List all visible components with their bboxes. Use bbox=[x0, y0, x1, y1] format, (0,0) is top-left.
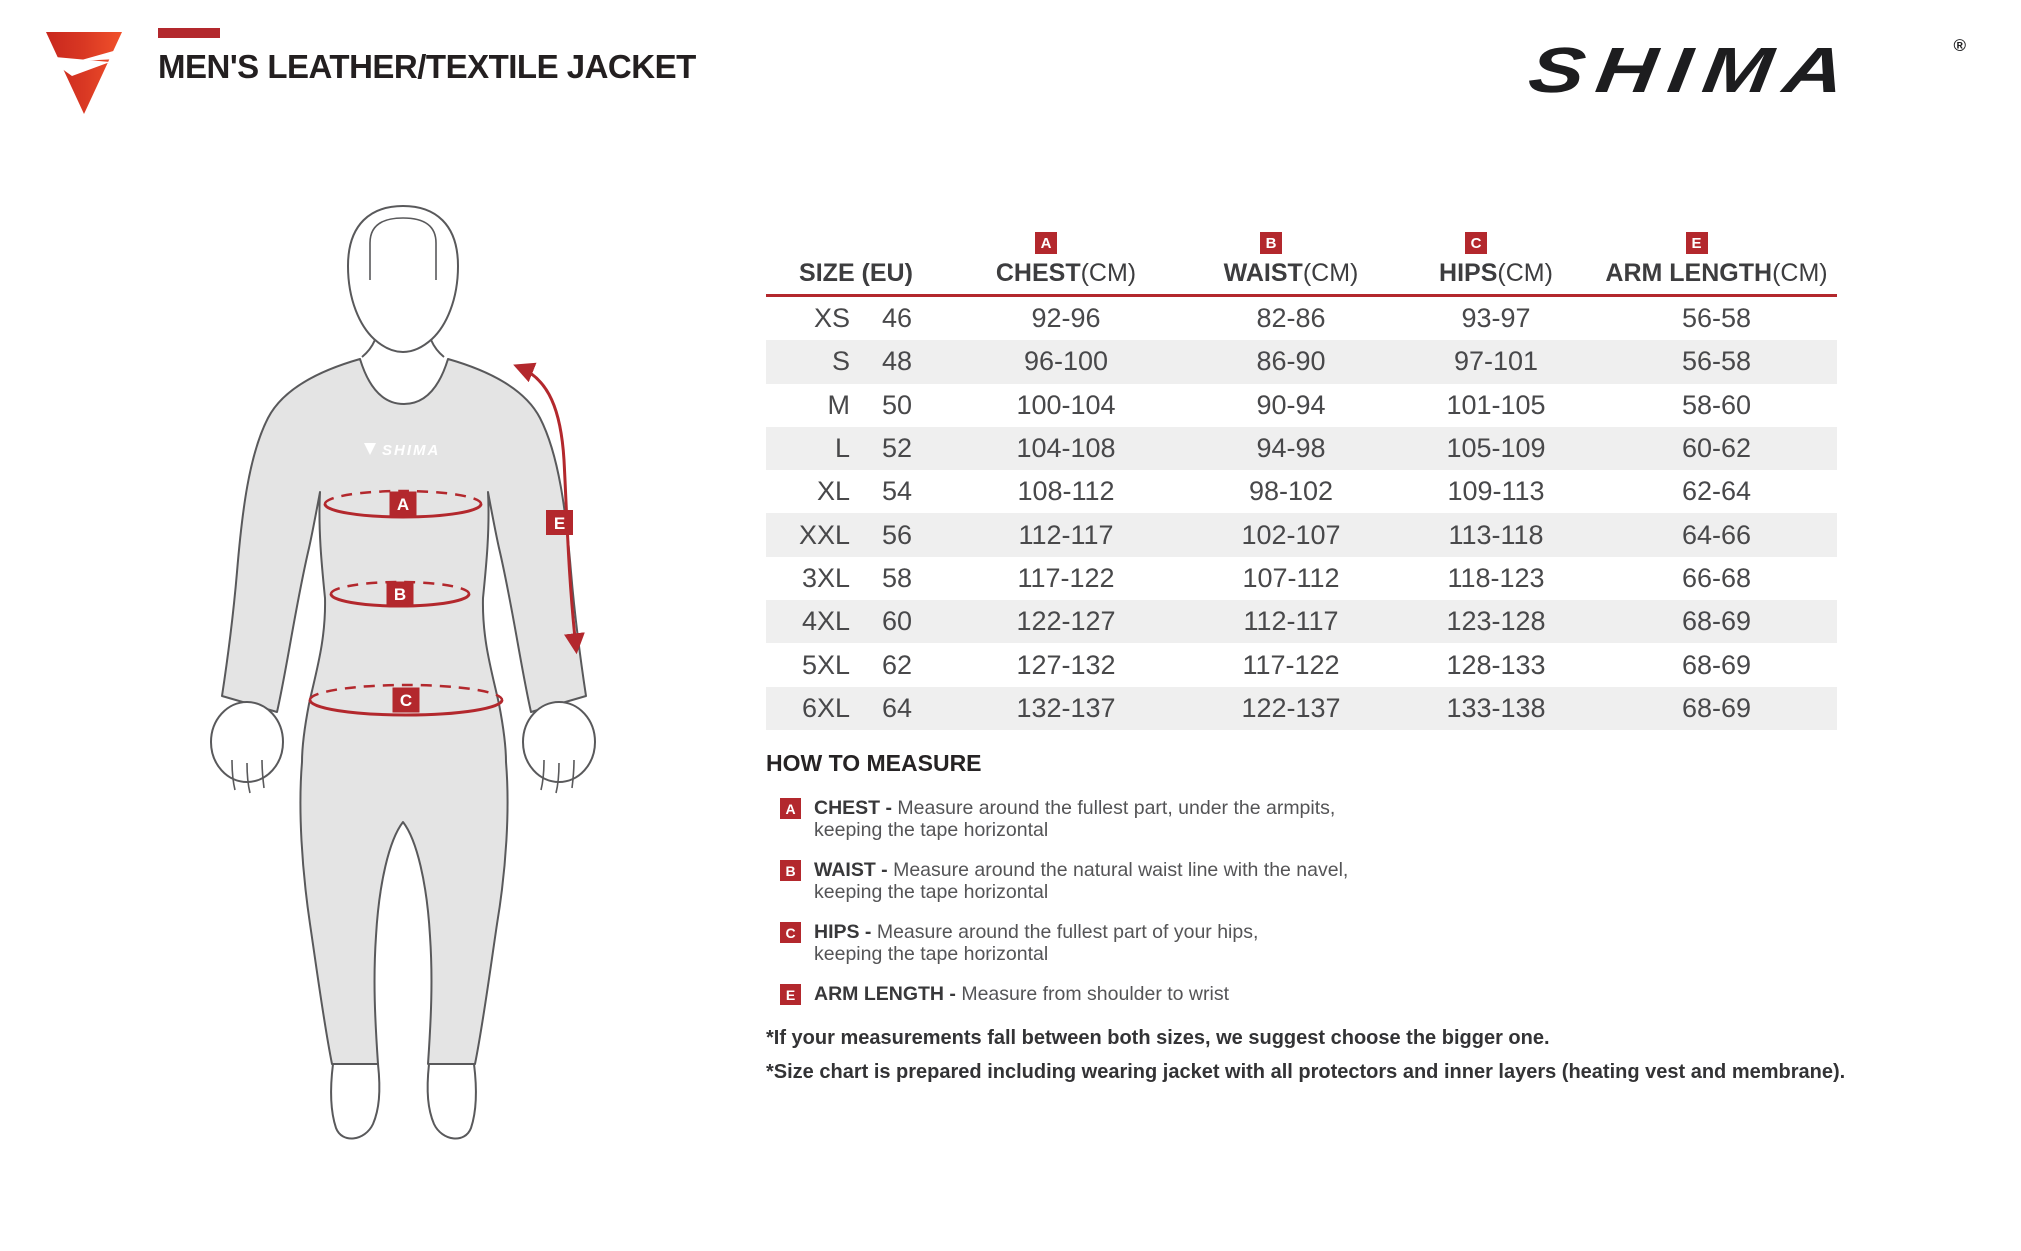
svg-text:B: B bbox=[393, 585, 407, 604]
table-row bbox=[766, 297, 1837, 340]
footnote: *Size chart is prepared including wearing jacket with all protectors and inner layers (heating vest and membrane). bbox=[766, 1061, 1846, 1083]
size-cell bbox=[766, 563, 946, 594]
arm-length-cell: 66-68 bbox=[1681, 562, 1752, 593]
chest-cell: 104-108 bbox=[1016, 433, 1116, 464]
column-badge: E bbox=[1686, 232, 1708, 254]
head-outline bbox=[348, 206, 458, 352]
measure-item bbox=[780, 921, 1916, 965]
size-eu: 62 bbox=[882, 649, 913, 680]
chest-cell: 132-137 bbox=[1016, 692, 1116, 723]
size-label: XS bbox=[813, 303, 850, 334]
waist-cell: 98-102 bbox=[1248, 476, 1334, 507]
logo-triangle bbox=[46, 32, 122, 114]
chest-cell: 108-112 bbox=[1017, 476, 1115, 507]
size-cell bbox=[766, 346, 946, 377]
measure-item-text: HIPS - Measure around the fullest part of your hips, keeping the tape horizontal bbox=[814, 921, 1259, 965]
shima-triangle-logo-icon bbox=[44, 26, 124, 121]
title-block bbox=[158, 28, 696, 86]
size-eu: 52 bbox=[882, 433, 913, 464]
arm-length-cell: 68-69 bbox=[1681, 606, 1752, 637]
waist-marker-badge bbox=[387, 582, 414, 607]
size-eu: 50 bbox=[882, 389, 913, 420]
hips-cell: 101-105 bbox=[1446, 389, 1546, 420]
size-cell bbox=[766, 606, 946, 637]
size-eu: 54 bbox=[882, 476, 913, 507]
right-hand bbox=[523, 702, 595, 793]
size-cell bbox=[766, 520, 946, 551]
title-accent-bar bbox=[158, 28, 220, 38]
arm-length-cell: 56-58 bbox=[1681, 346, 1752, 377]
measure-item bbox=[780, 983, 1916, 1005]
waist-cell: 112-117 bbox=[1243, 606, 1339, 637]
size-eu: 56 bbox=[882, 519, 913, 550]
size-table bbox=[766, 222, 1837, 730]
column-badge: B bbox=[1260, 232, 1282, 254]
size-label: M bbox=[827, 389, 850, 420]
chest-cell: 96-100 bbox=[1023, 346, 1109, 377]
arm-length-cell: 64-66 bbox=[1681, 519, 1752, 550]
measure-item-badge: A bbox=[780, 798, 801, 819]
page-title: MEN'S LEATHER/TEXTILE JACKET bbox=[158, 48, 696, 85]
hips-marker-badge bbox=[393, 688, 420, 713]
column-badge: C bbox=[1465, 232, 1487, 254]
table-row bbox=[766, 557, 1837, 600]
table-row bbox=[766, 427, 1837, 470]
how-to-measure-heading: HOW TO MEASURE bbox=[766, 750, 982, 776]
waist-cell: 94-98 bbox=[1256, 433, 1326, 464]
measure-item-badge: B bbox=[780, 860, 801, 881]
chest-cell: 100-104 bbox=[1016, 389, 1116, 420]
table-row bbox=[766, 513, 1837, 556]
footnotes bbox=[766, 1027, 1916, 1084]
table-row bbox=[766, 384, 1837, 427]
measure-item bbox=[780, 797, 1916, 841]
waist-cell: 122-137 bbox=[1241, 692, 1341, 723]
arm-length-cell: 56-58 bbox=[1681, 303, 1752, 334]
how-to-measure-items bbox=[780, 797, 1916, 1005]
column-badge: A bbox=[1035, 232, 1057, 254]
size-eu: 64 bbox=[882, 692, 913, 723]
hips-cell: 105-109 bbox=[1446, 433, 1546, 464]
hips-cell: 118-123 bbox=[1447, 562, 1545, 593]
hips-cell: 133-138 bbox=[1446, 692, 1546, 723]
measure-item-badge: C bbox=[780, 922, 801, 943]
size-table-body bbox=[766, 297, 1837, 730]
hips-cell: 113-118 bbox=[1448, 519, 1544, 550]
right-foot bbox=[428, 1064, 476, 1139]
measurement-figure bbox=[192, 148, 616, 1160]
column-header-hips: C HIPS(CM) bbox=[1396, 222, 1596, 294]
chest-cell: 122-127 bbox=[1016, 606, 1116, 637]
arm-length-cell: 60-62 bbox=[1681, 433, 1752, 464]
size-label: XL bbox=[816, 476, 850, 507]
measure-item-badge: E bbox=[780, 984, 801, 1005]
size-label: XXL bbox=[798, 519, 850, 550]
hips-cell: 109-113 bbox=[1447, 476, 1545, 507]
hips-cell: 123-128 bbox=[1446, 606, 1546, 637]
size-label: L bbox=[834, 433, 850, 464]
size-label: 6XL bbox=[801, 692, 850, 723]
size-label: S bbox=[831, 346, 850, 377]
size-cell bbox=[766, 303, 946, 334]
size-label: 3XL bbox=[801, 562, 850, 593]
svg-text:E: E bbox=[553, 514, 566, 533]
footnote: *If your measurements fall between both sizes, we suggest choose the bigger one. bbox=[766, 1027, 1550, 1049]
measure-item bbox=[780, 859, 1916, 903]
table-row bbox=[766, 470, 1837, 513]
size-table-header bbox=[766, 222, 1837, 297]
chest-cell: 92-96 bbox=[1031, 303, 1101, 334]
arm-length-cell: 68-69 bbox=[1681, 649, 1752, 680]
hips-cell: 128-133 bbox=[1446, 649, 1546, 680]
size-eu: 60 bbox=[882, 606, 913, 637]
waist-cell: 82-86 bbox=[1256, 303, 1326, 334]
measure-item-text: WAIST - Measure around the natural waist line with the navel, keeping the tape horizontal bbox=[814, 859, 1349, 903]
chest-cell: 112-117 bbox=[1018, 519, 1114, 550]
brand-wordmark bbox=[1524, 30, 1966, 110]
chest-cell: 117-122 bbox=[1017, 562, 1115, 593]
waist-cell: 117-122 bbox=[1242, 649, 1340, 680]
arm-length-cell: 68-69 bbox=[1681, 692, 1752, 723]
svg-text:A: A bbox=[396, 495, 410, 514]
size-label: 5XL bbox=[801, 649, 850, 680]
arm-length-cell: 58-60 bbox=[1681, 389, 1752, 420]
size-cell bbox=[766, 433, 946, 464]
table-row bbox=[766, 643, 1837, 686]
brand-wordmark-text: SHIMA bbox=[1524, 34, 1861, 106]
arm-marker-badge bbox=[546, 510, 573, 535]
size-cell bbox=[766, 650, 946, 681]
size-cell bbox=[766, 476, 946, 507]
how-to-measure-section bbox=[766, 750, 1916, 1095]
waist-cell: 86-90 bbox=[1256, 346, 1326, 377]
left-hand bbox=[211, 702, 283, 793]
size-label: 4XL bbox=[801, 606, 850, 637]
svg-text:SHIMA: SHIMA bbox=[382, 442, 441, 459]
size-eu: 58 bbox=[882, 562, 913, 593]
svg-text:C: C bbox=[399, 691, 413, 710]
table-row bbox=[766, 600, 1837, 643]
waist-cell: 102-107 bbox=[1241, 519, 1341, 550]
size-cell bbox=[766, 390, 946, 421]
arm-length-cell: 62-64 bbox=[1681, 476, 1752, 507]
table-row bbox=[766, 340, 1837, 383]
left-foot bbox=[331, 1064, 379, 1139]
hips-cell: 97-101 bbox=[1453, 346, 1539, 377]
column-header-arm-length: E ARM LENGTH(CM) bbox=[1596, 222, 1837, 294]
table-row bbox=[766, 687, 1837, 730]
column-header-size: SIZE (EU) bbox=[799, 259, 913, 287]
column-header-chest: A CHEST(CM) bbox=[946, 222, 1186, 294]
size-cell bbox=[766, 693, 946, 724]
registered-trademark-icon: ® bbox=[1953, 36, 1966, 55]
hips-cell: 93-97 bbox=[1461, 303, 1531, 334]
chest-cell: 127-132 bbox=[1016, 649, 1116, 680]
waist-cell: 90-94 bbox=[1256, 389, 1326, 420]
chest-marker-badge bbox=[390, 492, 417, 517]
column-header-waist: B WAIST(CM) bbox=[1186, 222, 1396, 294]
measure-item-text: ARM LENGTH - Measure from shoulder to wrist bbox=[814, 983, 1230, 1005]
size-eu: 46 bbox=[882, 303, 913, 334]
measure-item-text: CHEST - Measure around the fullest part, under the armpits, keeping the tape horizontal bbox=[814, 797, 1336, 841]
size-eu: 48 bbox=[882, 346, 913, 377]
waist-cell: 107-112 bbox=[1242, 562, 1340, 593]
